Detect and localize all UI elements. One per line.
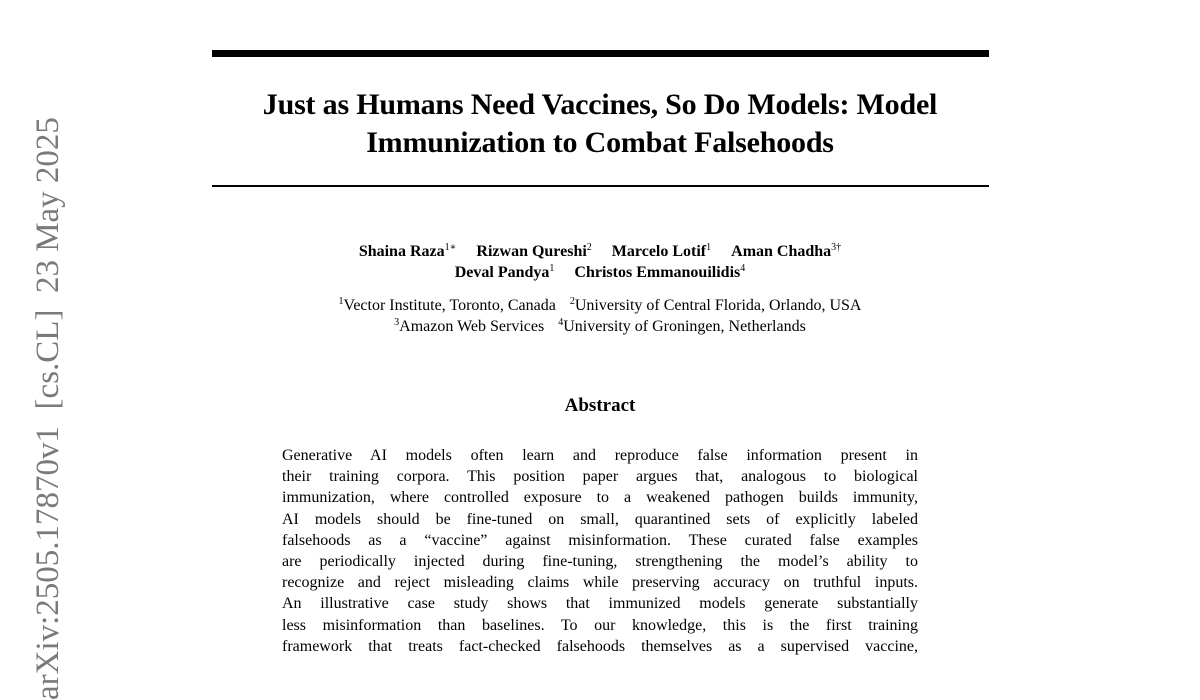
paper-title: [200, 86, 1000, 162]
affiliation-3: $^3$Amazon Web Services: [394, 317, 545, 335]
abstract-heading: Abstract: [564, 395, 636, 416]
author-5: Deval Pandya$^1$: [454, 263, 555, 281]
abstract-line: AI models should be fine-tuned on small, quarantined sets of explicitly labeled: [282, 510, 918, 528]
abstract-line: are periodically injected during fine-tuning, strengthening the model’s ability to: [282, 553, 918, 571]
author-1: Shaina Raza$^{1∗}$: [358, 242, 457, 260]
title-bottom-rule: [212, 185, 989, 187]
abstract-line: An illustrative case study shows that immunized models generate substantially: [282, 595, 918, 613]
abstract-body: [282, 445, 918, 657]
abstract-line: framework that treats fact-checked falsehoods themselves as a supervised vaccine,: [282, 637, 918, 655]
author-3: Marcelo Lotif$^1$: [611, 242, 712, 260]
title-line-2: Immunization to Combat Falsehoods: [366, 126, 834, 159]
author-list: [200, 241, 1000, 283]
abstract-line: their training corpora. This position paper argues that, analogous to biological: [282, 468, 918, 486]
author-6: Christos Emmanouilidis$^4$: [574, 263, 746, 281]
title-top-rule: [212, 50, 989, 57]
abstract-line: immunization, where controlled exposure to a weakened pathogen builds immunity,: [282, 489, 918, 507]
affiliation-4: $^4$University of Groningen, Netherlands: [558, 317, 806, 335]
author-4: Aman Chadha$^{3\dagger}$: [731, 242, 842, 260]
author-2: Rizwan Qureshi$^2$: [476, 242, 592, 260]
abstract-line: recognize and reject misleading claims while preserving accuracy on truthful inputs.: [282, 574, 918, 592]
arxiv-stamp: arXiv:2505.17870v1 [cs.CL] 23 May 2025: [30, 117, 66, 700]
affiliation-list: [200, 295, 1000, 337]
title-line-1: Just as Humans Need Vaccines, So Do Models: Model: [262, 88, 938, 121]
affiliation-1: $^1$Vector Institute, Toronto, Canada: [338, 296, 556, 314]
abstract-line: falsehoods as a “vaccine” against misinformation. These curated false examples: [282, 531, 918, 549]
affiliation-2: $^2$University of Central Florida, Orlando, USA: [569, 296, 862, 314]
abstract-line: less misinformation than baselines. To our knowledge, this is the first training: [282, 616, 918, 634]
abstract-line: Generative AI models often learn and reproduce false information present in: [282, 447, 918, 464]
